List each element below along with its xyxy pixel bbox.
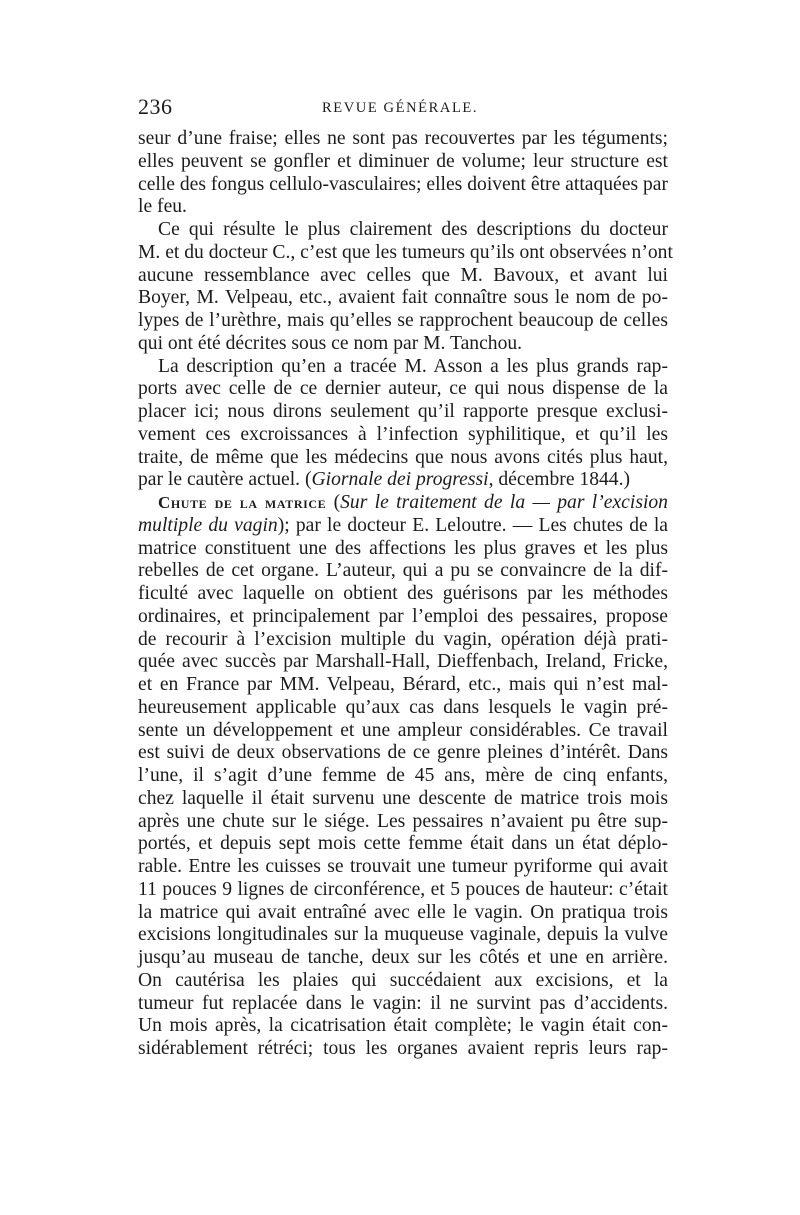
text-line: l’une, il s’agit d’une femme de 45 ans, mère de cinq enfants, [138, 765, 668, 786]
page-number: 236 [138, 94, 173, 119]
text-line: On cautérisa les plaies qui succédaient aux excisions, et la [138, 969, 668, 991]
text-line: ports avec celle de ce dernier auteur, ce qui nous dispense de la [138, 378, 668, 400]
text-line: lypes de l’urèthre, mais qu’elles se rapprochent beaucoup de celles [138, 310, 668, 331]
text-line: est suivi de deux observations de ce genre pleines d’intérêt. Dans [138, 742, 668, 764]
running-head [138, 94, 668, 124]
text-line: placer ici; nous dirons seulement qu’il rapporte presque exclusi- [138, 401, 668, 422]
text-line: celle des fongus cellulo-vasculaires; elles doivent être attaquées par [138, 173, 668, 195]
text-line: vement ces excroissances à l’infection syphilitique, et qu’il les [138, 423, 668, 445]
text-line: quée avec succès par Marshall-Hall, Dieffenbach, Ireland, Fricke, [138, 651, 668, 673]
text-line: excisions longitudinales sur la muqueuse vaginale, depuis la vulve [138, 924, 668, 946]
text-line: le feu. [138, 196, 187, 218]
rubric-line-2: multiple du vagin); par le docteur E. Leloutre. — Les chutes de la [138, 514, 668, 536]
text-line: aucune ressemblance avec celles que M. Bavoux, et avant lui [138, 264, 668, 286]
text-line: Un mois après, la cicatrisation était complète; le vagin était con- [138, 1015, 668, 1037]
citation-line: par le cautère actuel. (Giornale dei progressi, décembre 1844.) [138, 469, 631, 491]
text-line: ordinaires, et principalement par l’emploi des pessaires, propose [138, 605, 668, 627]
rubric-title: Chute de la matrice [158, 493, 327, 512]
text-line: Boyer, M. Velpeau, etc., avaient fait connaître sous le nom de po- [138, 287, 668, 309]
text-line: matrice constituent une des affections les plus graves et les plus [138, 537, 668, 559]
text-line: traite, de même que les médecins que nous avons cités plus haut, [138, 446, 668, 468]
text-line: rebelles de cet organe. L’auteur, qui a pu se convaincre de la dif- [138, 560, 668, 582]
book-page [138, 94, 673, 1061]
text-line: de recourir à l’excision multiple du vagin, opération déjà prati- [138, 628, 668, 650]
text-line: elles peuvent se gonfler et diminuer de volume; leur structure est [138, 150, 668, 172]
text-line: jusqu’au museau de tanche, deux sur les côtés et une en arrière. [138, 947, 668, 968]
paragraph-start-line: La description qu’en a tracée M. Asson a les plus grands rap- [158, 355, 668, 377]
paragraph-start-line: Ce qui résulte le plus clairement des descriptions du docteur [158, 219, 668, 240]
text-line: M. et du docteur C., c’est que les tumeurs qu’ils ont observées n’ont [138, 241, 673, 263]
text-line: seur d’une fraise; elles ne sont pas recouvertes par les téguments; [138, 128, 668, 149]
rubric-subtitle-cont: multiple du vagin [138, 514, 278, 536]
body-text [138, 128, 673, 1061]
text-line: portés, et depuis sept mois cette femme était dans un état déplo- [138, 833, 668, 855]
text-line: après une chute sur le siége. Les pessaires n’avaient pu être sup- [138, 810, 668, 832]
text-line: la matrice qui avait entraîné avec elle le vagin. On pratiqua trois [138, 901, 668, 923]
text-line: heureusement applicable qu’aux cas dans lesquels le vagin pré- [138, 696, 668, 718]
text-line: sente un développement et une ampleur considérables. Ce travail [138, 719, 668, 741]
text-line: 11 pouces 9 lignes de circonférence, et 5 pouces de hauteur: c’était [138, 878, 668, 900]
text-line: ficulté avec laquelle on obtient des guérisons par les méthodes [138, 583, 668, 604]
rubric-line: Chute de la matrice (Sur le traitement de la — par l’excision [158, 492, 668, 513]
journal-name: Giornale dei progressi [311, 469, 489, 491]
text-line: chez laquelle il était survenu une descente de matrice trois mois [138, 787, 668, 809]
text-line: sidérablement rétréci; tous les organes avaient repris leurs rap- [138, 1038, 668, 1059]
text-line: et en France par MM. Velpeau, Bérard, etc., mais qui n’est mal- [138, 674, 668, 695]
text-line: rable. Entre les cuisses se trouvait une tumeur pyriforme qui avait [138, 856, 668, 877]
rubric-subtitle: Sur le traitement de la — par l’excision [340, 492, 668, 513]
text-line: qui ont été décrites sous ce nom par M. Tanchou. [138, 332, 523, 354]
text-line: tumeur fut replacée dans le vagin: il ne survint pas d’accidents. [138, 992, 668, 1014]
running-title: REVUE GÉNÉRALE. [322, 100, 479, 116]
